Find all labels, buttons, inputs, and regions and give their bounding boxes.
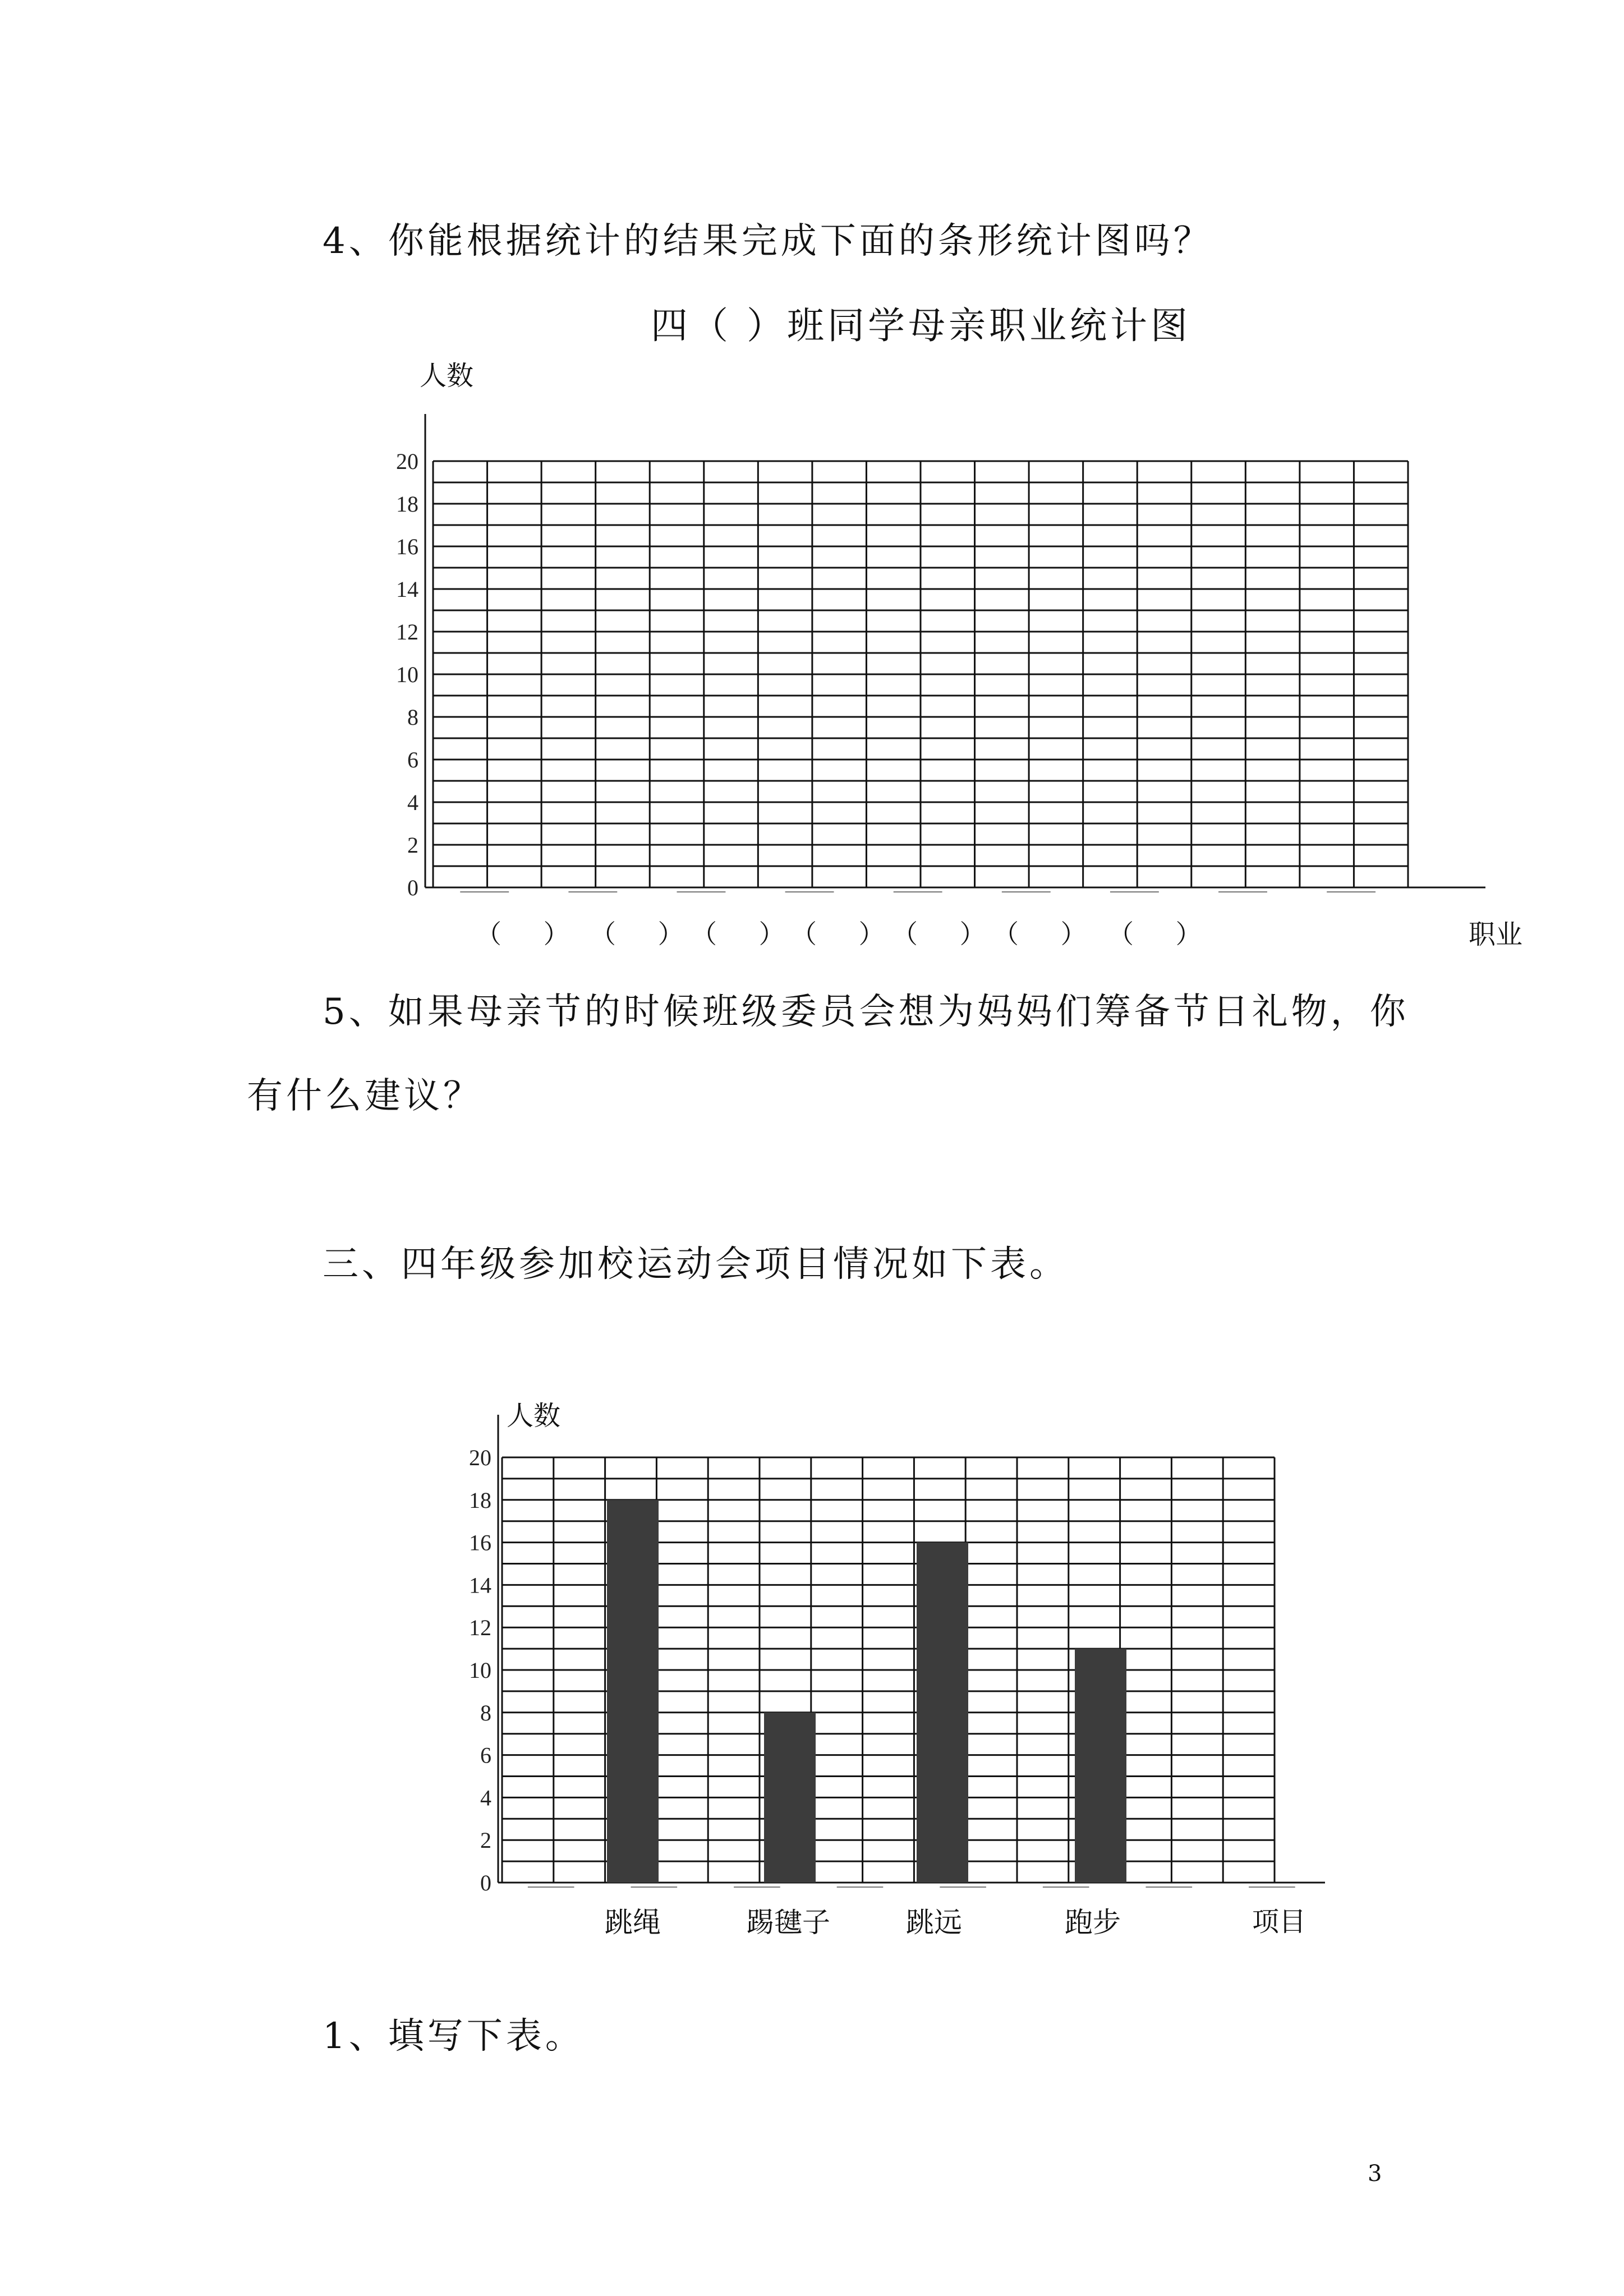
chart2-y-tick-label: 14 bbox=[469, 1572, 491, 1598]
page-number: 3 bbox=[1368, 2161, 1382, 2187]
chart2-category-label: 踢毽子 bbox=[746, 1906, 830, 1939]
question-5-line2: 有什么建议？ bbox=[247, 1075, 482, 1117]
chart2-y-tick-label: 12 bbox=[469, 1615, 491, 1641]
chart1-y-tick-label: 20 bbox=[396, 449, 418, 474]
chart1-blank-label: （ ） bbox=[590, 919, 701, 949]
chart2-y-tick-label: 16 bbox=[469, 1530, 491, 1556]
chart2-category-label: 跑步 bbox=[1065, 1906, 1121, 1939]
chart2-bar bbox=[917, 1543, 968, 1883]
chart1-blank-label: （ ） bbox=[691, 919, 802, 949]
chart2-grid bbox=[469, 1415, 1325, 1895]
chart1-x-axis-label: 职业 bbox=[1469, 919, 1523, 950]
chart2-y-tick-label: 4 bbox=[480, 1785, 491, 1811]
chart2-y-tick-label: 6 bbox=[480, 1742, 491, 1768]
chart2-y-tick-label: 10 bbox=[469, 1658, 491, 1683]
question-4: 4、你能根据统计的结果完成下面的条形统计图吗？ bbox=[323, 220, 1213, 262]
chart1-y-tick-label: 2 bbox=[407, 832, 418, 858]
chart2-bar bbox=[764, 1713, 816, 1883]
chart1-y-tick-label: 4 bbox=[407, 790, 418, 815]
chart1-blank-label: （ ） bbox=[993, 919, 1103, 949]
chart2-category-label: 跳远 bbox=[906, 1906, 962, 1939]
chart1-y-tick-label: 18 bbox=[396, 491, 418, 517]
chart1-blank-label: （ ） bbox=[791, 919, 901, 949]
chart1-y-tick-label: 16 bbox=[396, 534, 418, 559]
chart1-y-tick-label: 12 bbox=[396, 619, 418, 645]
chart2-y-tick-label: 8 bbox=[480, 1700, 491, 1726]
chart1-y-tick-label: 8 bbox=[407, 705, 418, 730]
chart1-blank-label: （ ） bbox=[892, 919, 1002, 949]
chart2-y-axis-label: 人数 bbox=[507, 1400, 561, 1432]
chart1-y-tick-label: 6 bbox=[407, 747, 418, 772]
chart1-title: 四（ ）班同学母亲职业统计图 bbox=[651, 304, 1191, 347]
chart2-bar bbox=[1075, 1649, 1126, 1883]
question-1: 1、填写下表。 bbox=[323, 2016, 585, 2057]
section-3-heading: 三、四年级参加校运动会项目情况如下表。 bbox=[323, 1244, 1069, 1285]
chart2-category-label: 跳绳 bbox=[605, 1906, 661, 1939]
question-5-line1: 5、如果母亲节的时候班级委员会想为妈妈们筹备节日礼物，你 bbox=[323, 991, 1409, 1033]
chart2-x-axis-label: 项目 bbox=[1252, 1906, 1306, 1938]
chart2-y-tick-label: 2 bbox=[480, 1828, 491, 1853]
chart1-y-tick-label: 14 bbox=[396, 577, 418, 602]
chart1-y-tick-label: 10 bbox=[396, 662, 418, 687]
chart1-y-axis-label: 人数 bbox=[420, 360, 474, 392]
chart1-grid bbox=[396, 414, 1485, 900]
chart1-y-tick-label: 0 bbox=[407, 875, 418, 900]
chart2-y-tick-label: 0 bbox=[480, 1870, 491, 1895]
chart2-y-tick-label: 20 bbox=[469, 1445, 491, 1470]
chart2-bar bbox=[607, 1500, 659, 1883]
chart1-blank-label: （ ） bbox=[1108, 919, 1218, 949]
chart2-y-tick-label: 18 bbox=[469, 1487, 491, 1513]
chart1-blank-label: （ ） bbox=[476, 919, 586, 949]
